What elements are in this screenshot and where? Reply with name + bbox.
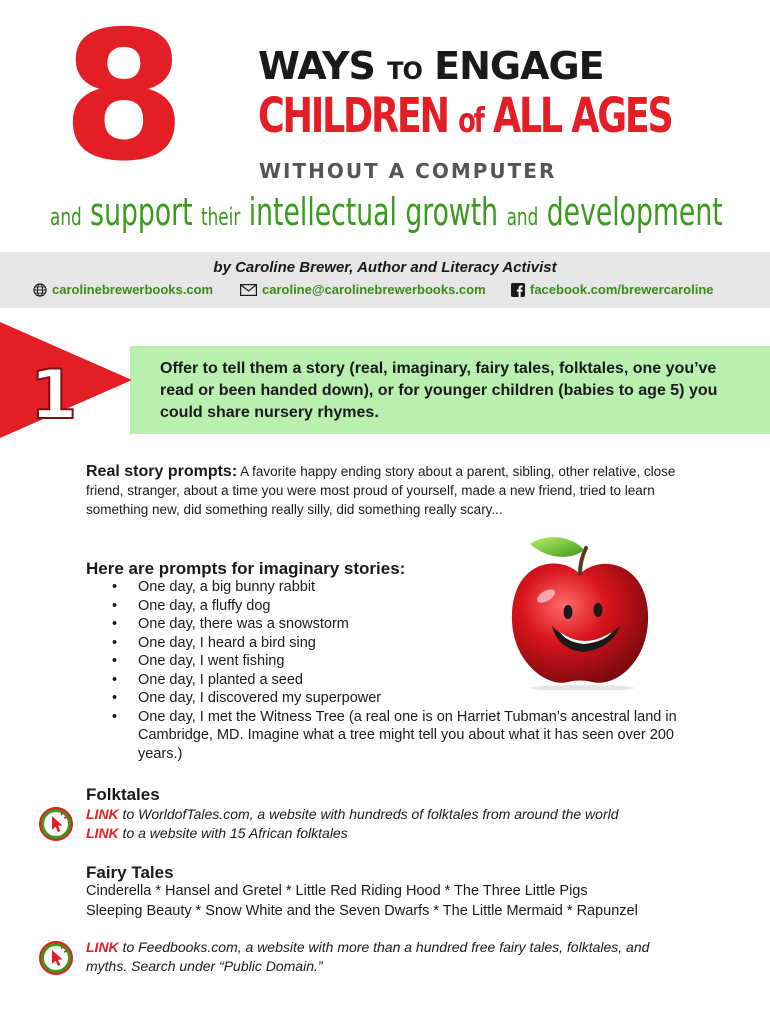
facebook-link[interactable]: facebook.com/brewercaroline bbox=[530, 282, 714, 297]
subtitle-word: support bbox=[90, 190, 193, 234]
real-story-text: A favorite happy ending story about a parent, sibling, other relative, close friend, stranger, about a time you were most proud of yourself, made a new friend, tried to learn something new, did something really silly, did something really scary... bbox=[86, 464, 676, 517]
title-of: of bbox=[458, 101, 483, 141]
title-without-a-computer: WITHOUT A COMPUTER bbox=[259, 159, 557, 183]
author-byline: by Caroline Brewer, Author and Literacy Activist bbox=[213, 259, 557, 276]
title-children-of-all-ages bbox=[258, 88, 672, 144]
list-item: • One day, there was a snowstorm bbox=[112, 615, 722, 634]
subtitle-word: intellectual growth bbox=[248, 190, 499, 234]
folktales-heading: Folktales bbox=[86, 785, 160, 804]
list-item: • One day, I planted a seed bbox=[112, 671, 722, 690]
imaginary-heading: Here are prompts for imaginary stories: bbox=[86, 559, 406, 578]
item-1-text: Offer to tell them a story (real, imaginary, fairy tales, folktales, one you’ve read or been handed down), or for younger children (babies to age 5) you could share nursery rhymes. bbox=[160, 360, 718, 421]
folktales-link-1[interactable] bbox=[86, 805, 619, 824]
link-text: to WorldofTales.com, a website with hundreds of folktales from around the world bbox=[118, 806, 619, 822]
title-to: TO bbox=[387, 57, 422, 85]
folktales-link-2[interactable] bbox=[86, 824, 348, 843]
subtitle-word: their bbox=[201, 203, 241, 231]
real-story-paragraph bbox=[86, 462, 686, 519]
link-cursor-icon[interactable] bbox=[38, 940, 74, 976]
list-item: • One day, I went fishing bbox=[112, 652, 722, 671]
link-text: to Feedbooks.com, a website with more than a hundred free fairy tales, folktales, and bbox=[118, 939, 650, 955]
subtitle-word: and bbox=[50, 203, 82, 231]
list-item: • One day, I heard a bird sing bbox=[112, 634, 722, 653]
email-contact[interactable] bbox=[240, 282, 486, 297]
list-item: • One day, a fluffy dog bbox=[112, 597, 722, 616]
list-item: • One day, I met the Witness Tree (a real one is on Harriet Tubman’s ancestral land in Cambridge, MD. Imagine what a tree might tell you about what it has seen over 200 years.) bbox=[112, 708, 722, 764]
facebook-contact[interactable] bbox=[511, 282, 714, 297]
fairy-tales-link[interactable] bbox=[86, 938, 649, 957]
subtitle bbox=[50, 190, 723, 234]
link-word[interactable]: LINK bbox=[86, 939, 119, 955]
facebook-icon bbox=[511, 283, 525, 297]
item-1-arrow-badge bbox=[0, 322, 140, 440]
title-ways-to-engage bbox=[258, 44, 604, 88]
list-item: • One day, a big bunny rabbit bbox=[112, 578, 722, 597]
link-text: to a website with 15 African folktales bbox=[118, 825, 348, 841]
link-cursor-icon[interactable] bbox=[38, 806, 74, 842]
real-story-label: Real story prompts: bbox=[86, 463, 238, 480]
big-number-eight: 8 bbox=[62, 0, 182, 200]
fairy-tales-line-2: Sleeping Beauty * Snow White and the Seven Dwarfs * The Little Mermaid * Rapunzel bbox=[86, 903, 638, 919]
item-1-number: 1 bbox=[30, 356, 78, 435]
link-word[interactable]: LINK bbox=[86, 825, 119, 841]
list-item: • One day, I discovered my superpower bbox=[112, 689, 722, 708]
website-link[interactable]: carolinebrewerbooks.com bbox=[52, 282, 214, 297]
title-all-ages: ALL AGES bbox=[492, 88, 672, 144]
envelope-icon bbox=[240, 284, 257, 296]
title-engage: ENGAGE bbox=[434, 44, 604, 88]
email-link[interactable]: caroline@carolinebrewerbooks.com bbox=[262, 282, 486, 297]
title-ways: WAYS bbox=[258, 44, 375, 88]
link-word[interactable]: LINK bbox=[86, 806, 119, 822]
globe-icon bbox=[33, 283, 47, 297]
smiling-apple-illustration bbox=[500, 530, 660, 690]
website-contact[interactable] bbox=[33, 282, 213, 297]
subtitle-word: development bbox=[546, 190, 723, 234]
subtitle-word: and bbox=[506, 203, 539, 231]
fairy-tales-link-continued: myths. Search under “Public Domain.” bbox=[86, 958, 323, 974]
fairy-tales-line-1: Cinderella * Hansel and Gretel * Little Red Riding Hood * The Three Little Pigs bbox=[86, 883, 588, 899]
title-children: CHILDREN bbox=[258, 88, 448, 144]
fairy-tales-heading: Fairy Tales bbox=[86, 863, 174, 882]
